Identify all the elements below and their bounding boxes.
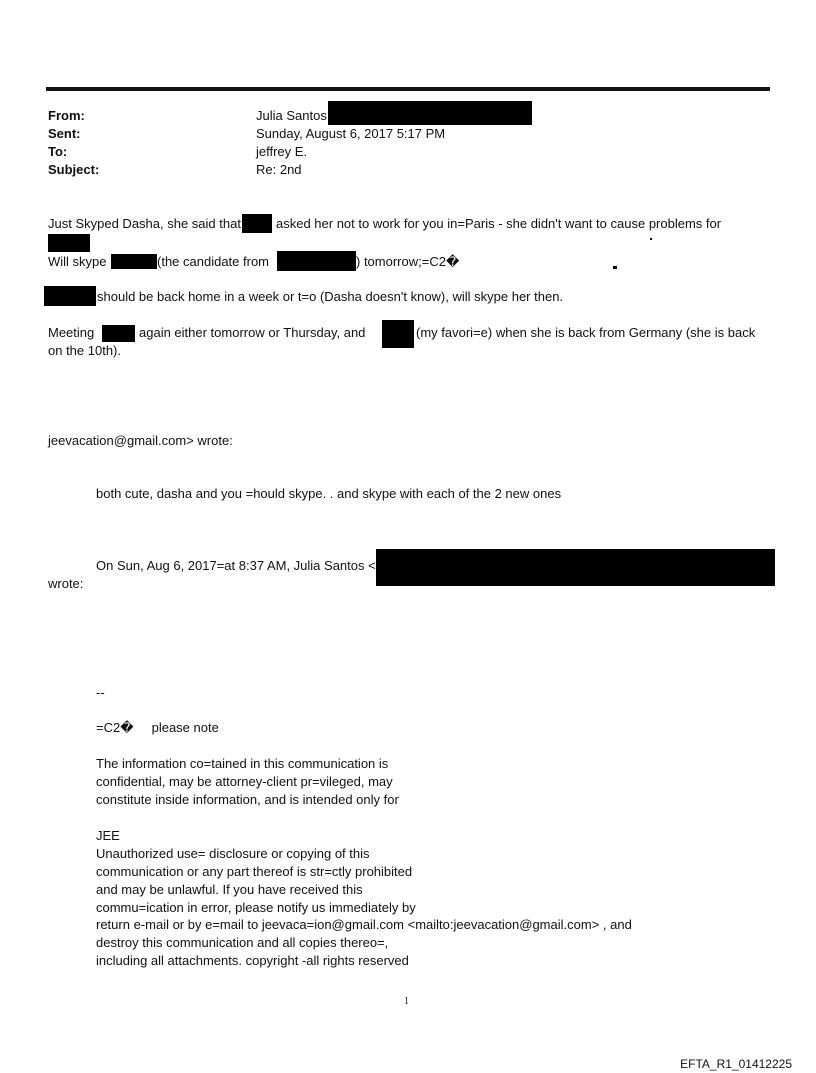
disclaimer-line-7: commu=ication in error, please notify us immediately by [96,900,416,915]
to-label: To: [48,144,68,159]
disclaimer-line-3: constitute inside information, and is intended only for [96,792,399,807]
disclaimer-line-4: Unauthorized use= disclosure or copying of this [96,846,370,861]
signature-note: =C2� please note [96,720,219,735]
sent-label: Sent: [48,126,81,141]
scan-mark-2 [613,266,617,269]
to-value: jeffrey E. [256,144,308,159]
redaction-place [277,251,356,271]
body-line-2b: (the candidate from [157,254,270,269]
disclaimer-line-8: return e-mail or by e=mail to jeevaca=ion@gmail.com <mailto:jeevacation@gmail.com> , and [96,917,632,932]
disclaimer-jee: JEE [96,828,120,843]
sent-value: Sunday, August 6, 2017 5:17 PM [256,126,446,141]
redaction-name-6 [382,320,414,348]
body-line-4c: (my favori=e) when she is back from Germany (she is back [416,325,756,340]
redaction-name-4 [44,286,96,306]
body-line-2a: Will skype [48,254,107,269]
disclaimer-line-5: communication or any part thereof is str=ctly prohibited [96,864,413,879]
redaction-name-3 [111,254,157,269]
redaction-from-email [328,101,532,125]
quote2-line-a: On Sun, Aug 6, 2017=at 8:37 AM, Julia Santos < [96,558,376,573]
scan-mark [650,238,652,240]
disclaimer-line-1: The information co=tained in this communication is [96,756,389,771]
quote2-line-b: wrote: [48,576,84,591]
page-number: 1 [404,996,409,1007]
quote-header: jeevacation@gmail.com> wrote: [48,433,233,448]
redaction-name-1 [242,214,272,233]
body-line-1b: asked her not to work for you in=Paris - she didn't want to cause problems for [276,216,722,231]
body-line-4b: again either tomorrow or Thursday, and [139,325,366,340]
header-rule [46,87,770,91]
quote-body: both cute, dasha and you =hould skype. . and skype with each of the 2 new ones [96,486,562,501]
redaction-name-2 [48,234,90,252]
body-line-2c: ) tomorrow;=C2� [356,254,460,269]
subject-label: Subject: [48,162,100,177]
document-id: EFTA_R1_01412225 [680,1057,792,1071]
body-line-4d: on the 10th). [48,343,121,358]
from-value: Julia Santos [256,108,327,123]
subject-value: Re: 2nd [256,162,302,177]
signature-dashes: -- [96,685,105,700]
body-line-4a: Meeting [48,325,95,340]
body-line-1a: Just Skyped Dasha, she said that [48,216,241,231]
disclaimer-line-9: destroy this communication and all copies thereo=, [96,935,389,950]
from-label: From: [48,108,85,123]
disclaimer-line-10: including all attachments. copyright -all rights reserved [96,953,409,968]
redaction-name-5 [102,325,135,342]
disclaimer-line-6: and may be unlawful. If you have received this [96,882,363,897]
redaction-email-2 [376,549,775,586]
disclaimer-line-2: confidential, may be attorney-client pr=vileged, may [96,774,393,789]
body-line-3: should be back home in a week or t=o (Dasha doesn't know), will skype her then. [97,289,564,304]
